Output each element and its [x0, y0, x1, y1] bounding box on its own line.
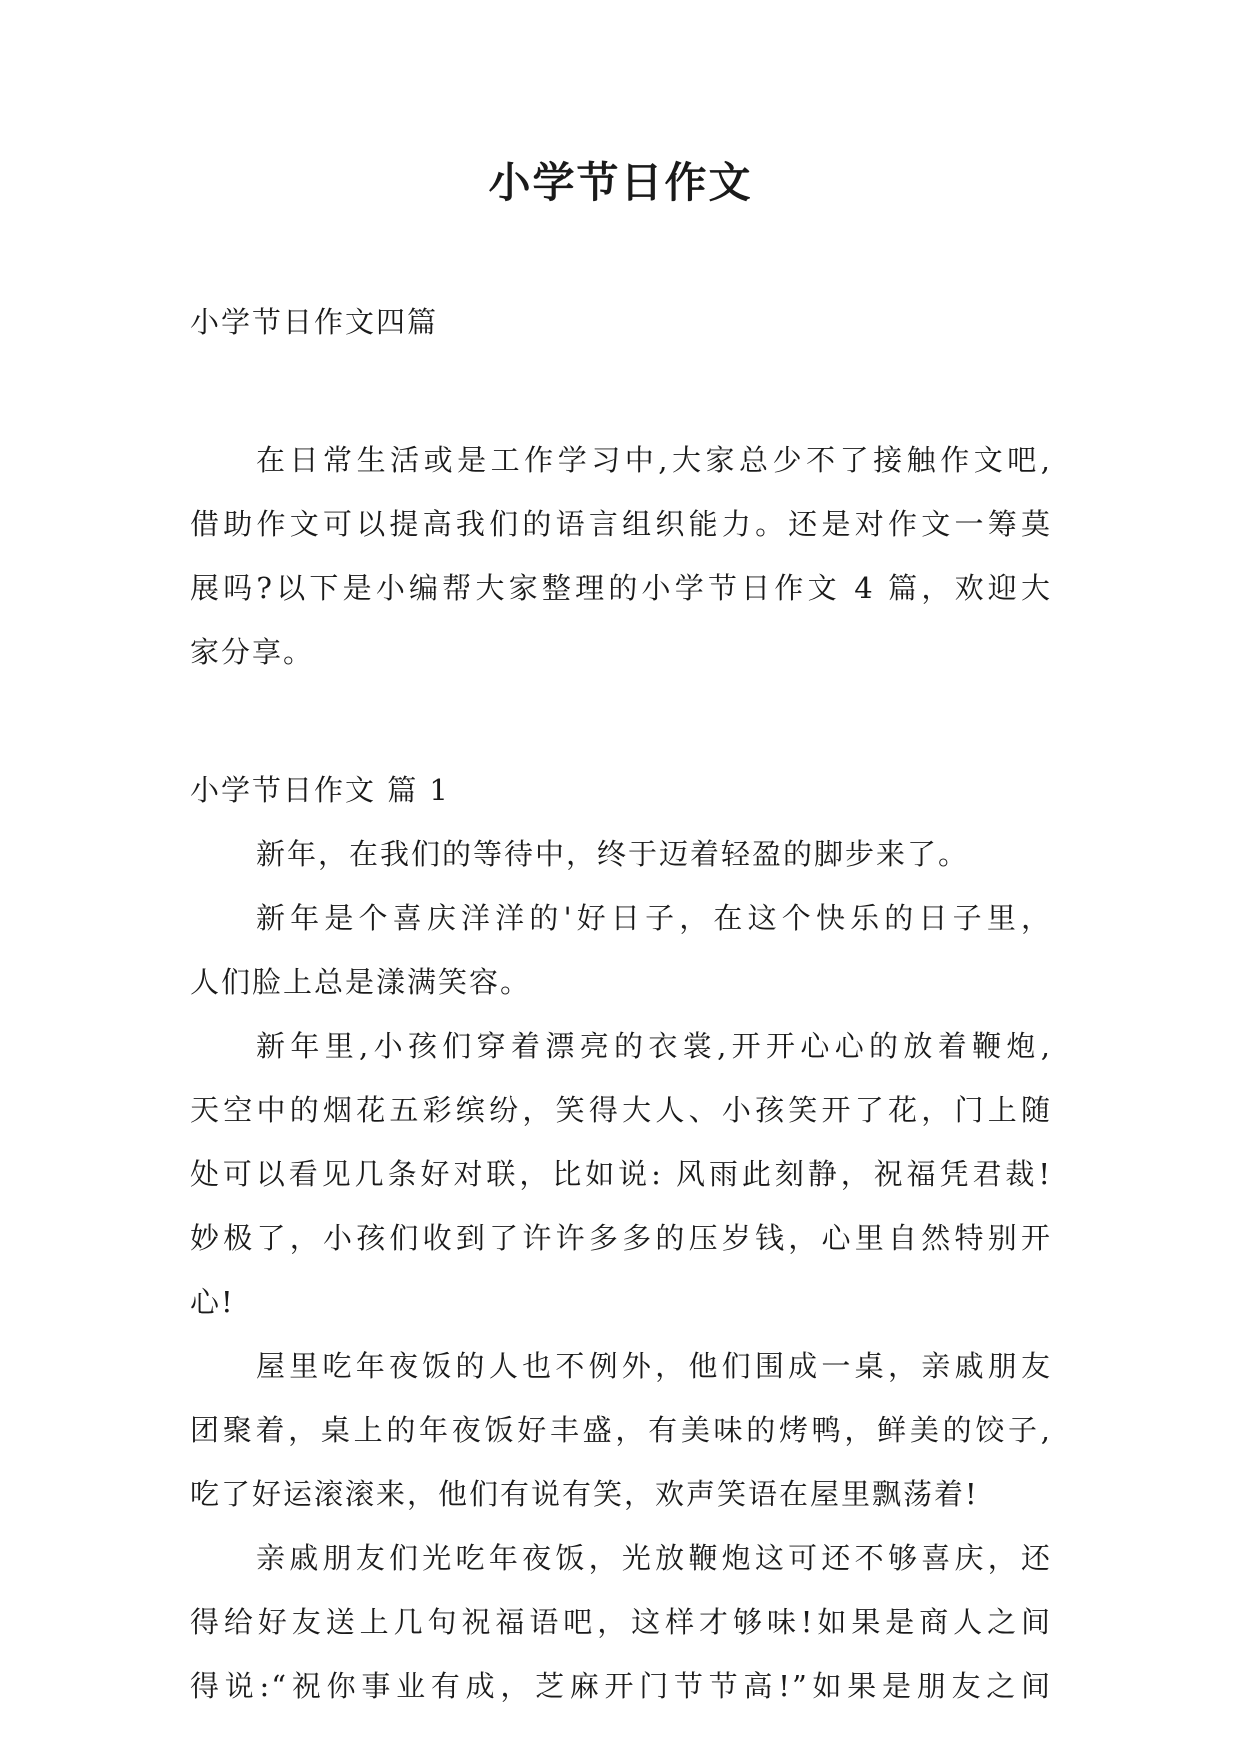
- paragraph-line: 展吗?以下是小编帮大家整理的小学节日作文 4 篇，欢迎大: [190, 571, 1052, 605]
- spacer: [190, 354, 1052, 428]
- paragraph-line: 得给好友送上几句祝福语吧，这样才够味!如果是商人之间: [190, 1605, 1052, 1639]
- paragraph-line: 家分享。: [190, 635, 315, 669]
- paragraph-line: 团聚着，桌上的年夜饭好丰盛，有美味的烤鸭，鲜美的饺子,: [190, 1413, 1052, 1447]
- paragraph-line: 借助作文可以提高我们的语言组织能力。还是对作文一筹莫: [190, 507, 1052, 541]
- paragraph-line: 屋里吃年夜饭的人也不例外，他们围成一桌，亲戚朋友: [256, 1349, 1052, 1383]
- paragraph-line: 处可以看见几条好对联，比如说: 风雨此刻静，祝福凭君裁!: [190, 1157, 1052, 1191]
- document-subtitle: 小学节日作文四篇: [190, 305, 439, 339]
- paragraph-line: 妙极了，小孩们收到了许许多多的压岁钱，心里自然特别开: [190, 1221, 1052, 1255]
- spacer: [190, 684, 1052, 758]
- paragraph-line: 得说:“祝你事业有成，芝麻开门节节高!”如果是朋友之间: [190, 1669, 1052, 1703]
- paragraph-line: 亲戚朋友们光吃年夜饭，光放鞭炮这可还不够喜庆，还: [256, 1541, 1052, 1575]
- essay-text: [190, 822, 1052, 1718]
- paragraph-line: 吃了好运滚滚来，他们有说有笑，欢声笑语在屋里飘荡着!: [190, 1477, 979, 1511]
- document-body: [190, 290, 1052, 1718]
- paragraph-line: 新年，在我们的等待中，终于迈着轻盈的脚步来了。: [256, 837, 970, 871]
- paragraph-line: 在日常生活或是工作学习中,大家总少不了接触作文吧,: [256, 443, 1052, 477]
- document-title: 小学节日作文: [488, 158, 753, 207]
- paragraph-line: 新年里,小孩们穿着漂亮的衣裳,开开心心的放着鞭炮,: [256, 1029, 1052, 1063]
- paragraph-line: 新年是个喜庆洋洋的'好日子，在这个快乐的日子里，: [256, 901, 1052, 935]
- paragraph-line: 人们脸上总是漾满笑容。: [190, 965, 532, 999]
- paragraph-line: 天空中的烟花五彩缤纷，笑得大人、小孩笑开了花，门上随: [190, 1093, 1052, 1127]
- section-heading: 小学节日作文 篇 1: [190, 773, 450, 807]
- paragraph-line: 心!: [190, 1285, 235, 1319]
- intro-paragraph: [190, 428, 1052, 684]
